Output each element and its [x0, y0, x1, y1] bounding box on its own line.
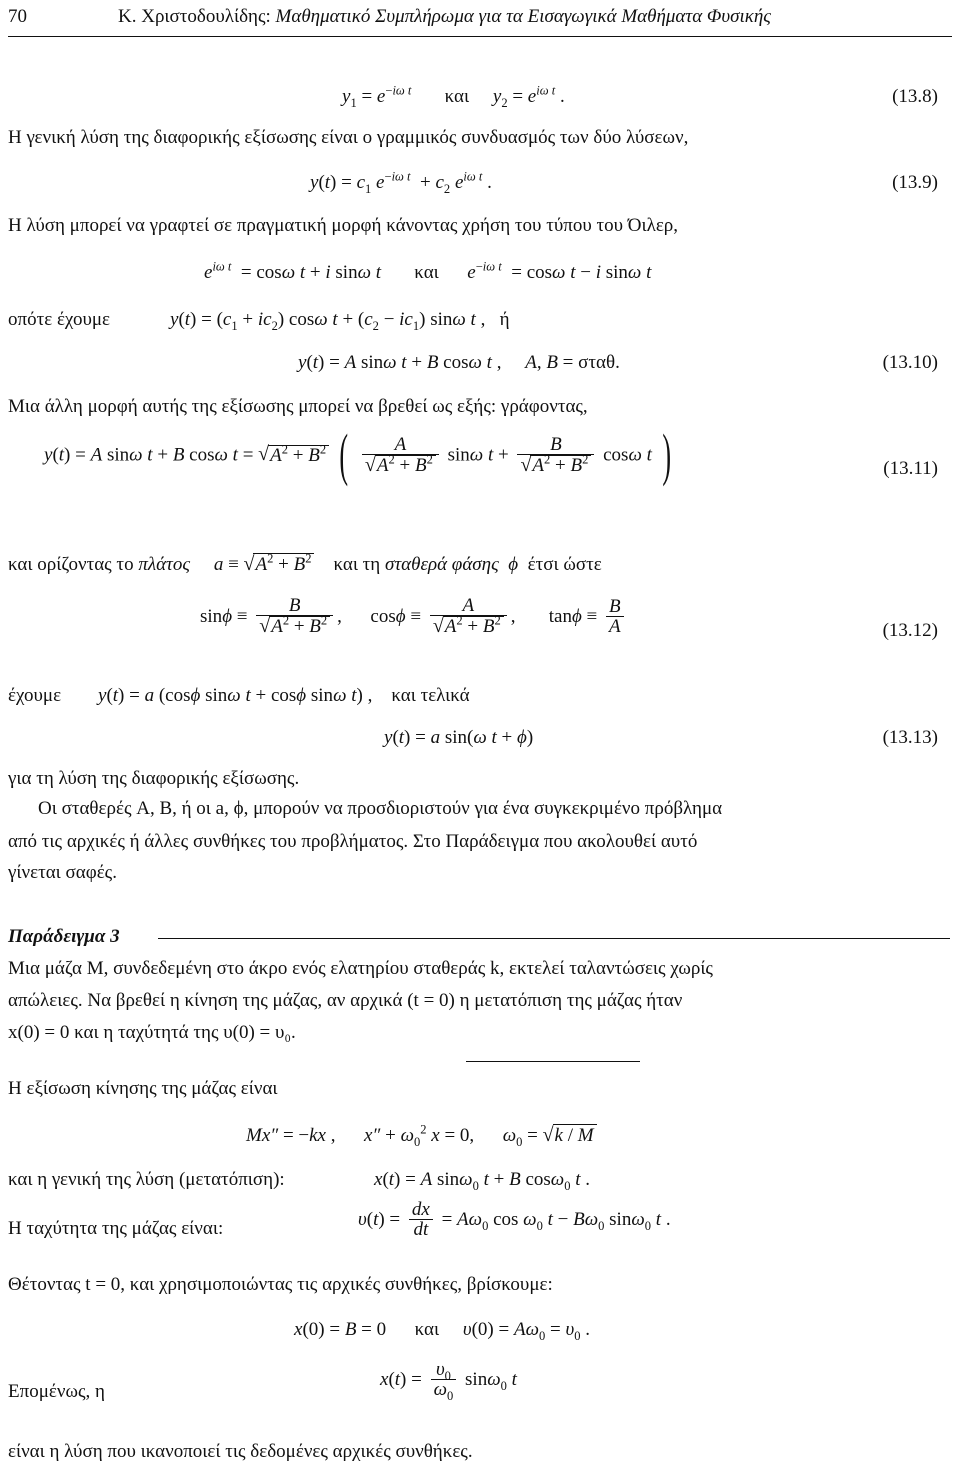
- text-general-solution: Η γενική λύση της διαφορικής εξίσωσης είναι ο γραμμικός συνδυασμός των δύο λύσεων,: [8, 127, 689, 148]
- equation-initial-conditions: x(0) = B = 0 και $\upsilon(0) = A\omega_0 = \upsilon_0$ .: [294, 1319, 590, 1343]
- text-is-solution: είναι η λύση που ικανοποιεί τις δεδομένες αρχικές συνθήκες.: [8, 1441, 473, 1462]
- running-title: Κ. Χριστοδουλίδης: Μαθηματικό Συμπλήρωμα για τα Εισαγωγικά Μαθήματα Φυσικής: [118, 6, 772, 27]
- text-another-form: Μια άλλη μορφή αυτής της εξίσωσης μπορεί να βρεθεί ως εξής: γράφοντας,: [8, 396, 588, 417]
- example-line-3: x(0) = 0 και η ταχύτητά της υ(0) = υ₀.: [8, 1022, 296, 1043]
- text-we-have: έχουμε: [8, 685, 62, 706]
- eq-number-13-13: (13.13): [882, 727, 938, 748]
- equation-motion: Mx″ = −kx , $x'' + \omega_0^2$ x = 0, $\omega_0 = √k / M$: [246, 1124, 597, 1147]
- para-constants-line-2: από τις αρχικές ή άλλες συνθήκες του προβλήματος. Στο Παράδειγμα που ακολουθεί αυτό: [8, 831, 698, 852]
- equation-13-9: $y(t) = c_1$ $e^{-i\omega t} + c_2$ $e^{i\omega t}$ .: [310, 169, 492, 196]
- example-title: Παράδειγμα 3: [8, 926, 120, 947]
- equation-13-12: sinϕ ≡ $\frac{B}{√A^2 + B^2}$ , cosϕ ≡ $\frac{A}{√A^2 + B^2}$ , tanϕ ≡ $\frac{B}{A}$: [200, 596, 628, 637]
- page-number: 70: [8, 6, 27, 27]
- para-constants-line-3: γίνεται σαφές.: [8, 862, 117, 883]
- text-amplitude-def: και ορίζοντας το πλάτος $a \equiv √A^2 + B^2$ και τη σταθερά φάσης ϕ έτσι ώστε: [8, 551, 602, 575]
- eq-number-13-11: (13.11): [883, 458, 938, 479]
- eq-number-13-9: (13.9): [892, 172, 938, 193]
- text-equation-of-motion: Η εξίσωση κίνησης της μάζας είναι: [8, 1078, 278, 1099]
- text-setting-t0: Θέτοντας t = 0, και χρησιμοποιώντας τις αρχικές συνθήκες, βρίσκουμε:: [8, 1274, 553, 1295]
- example-line-1: Μια μάζα M, συνδεδεμένη στο άκρο ενός ελατηρίου σταθεράς k, εκτελεί ταλαντώσεις χωρίς: [8, 958, 713, 979]
- eq-number-13-8: (13.8): [892, 86, 938, 107]
- header-rule: [8, 36, 952, 37]
- text-so-we-have: οπότε έχουμε: [8, 309, 111, 330]
- equation-displacement: x(t) = A sinω$_0$ t + B cosω$_0$ t .: [374, 1169, 590, 1193]
- eq-number-13-12: (13.12): [882, 620, 938, 641]
- equation-amp-phase: y(t) = a (cosϕ sinω t + cosϕ sinω t) , και τελικά: [98, 685, 470, 706]
- text-therefore: Επομένως, η: [8, 1381, 105, 1402]
- para-constants-line-1: Οι σταθερές A, B, ή οι a, ϕ, μπορούν να προσδιοριστούν για ένα συγκεκριμένο πρόβλημα: [38, 798, 723, 819]
- equation-velocity: υ(t) = $\frac{dx}{dt}$ = $A\omega_0$ $\cos \omega_0$ $t - B\omega_0$ sinω$_0$ t .: [358, 1199, 671, 1240]
- example-title-rule: [158, 938, 950, 939]
- text-general-displacement: και η γενική της λύση (μετατόπιση):: [8, 1169, 285, 1190]
- eq-number-13-10: (13.10): [882, 352, 938, 373]
- equation-13-11: y(t) = A sinω t + B cosω $t = √A^2 + B^2$ ( $\frac{A}{√A^2 + B^2}$ sinω t + $\frac{B}{√A^2 + B^2}$ cosω t ): [44, 422, 671, 487]
- equation-13-13: y(t) = a sin(ω t + ϕ): [384, 727, 534, 748]
- text-for-solution: για τη λύση της διαφορικής εξίσωσης.: [8, 768, 300, 789]
- text-real-form: Η λύση μπορεί να γραφτεί σε πραγματική μορφή κάνοντας χρήση του τύπου του Όιλερ,: [8, 215, 679, 236]
- example-line-2: απώλειες. Να βρεθεί η κίνηση της μάζας, αν αρχικά (t = 0) η μετατόπιση της μάζας ήταν: [8, 990, 683, 1011]
- equation-13-8: $y_1 = e^{-i\omega t}$ και $y_2 = e^{i\omega t}$ .: [342, 83, 565, 110]
- equation-euler: $e^{i\omega t} = \cos\omega$ t + i sinω t και $e^{-i\omega t} = \cos\omega$ t − i sinω t: [204, 259, 652, 283]
- example-end-rule: [466, 1061, 640, 1062]
- text-velocity: Η ταχύτητα της μάζας είναι:: [8, 1218, 224, 1239]
- equation-final-solution: x(t) = $\frac{\upsilon_0}{\omega_0}$ sinω$_0$ t: [380, 1359, 517, 1403]
- equation-real-combination: $y(t) = (c_1 + ic_2)$ cosω $t + (c_2 - ic_1)$ sinω t , ή: [170, 309, 510, 333]
- equation-13-10: y(t) = A sinω t + B cosω t , A, B = σταθ.: [298, 352, 620, 373]
